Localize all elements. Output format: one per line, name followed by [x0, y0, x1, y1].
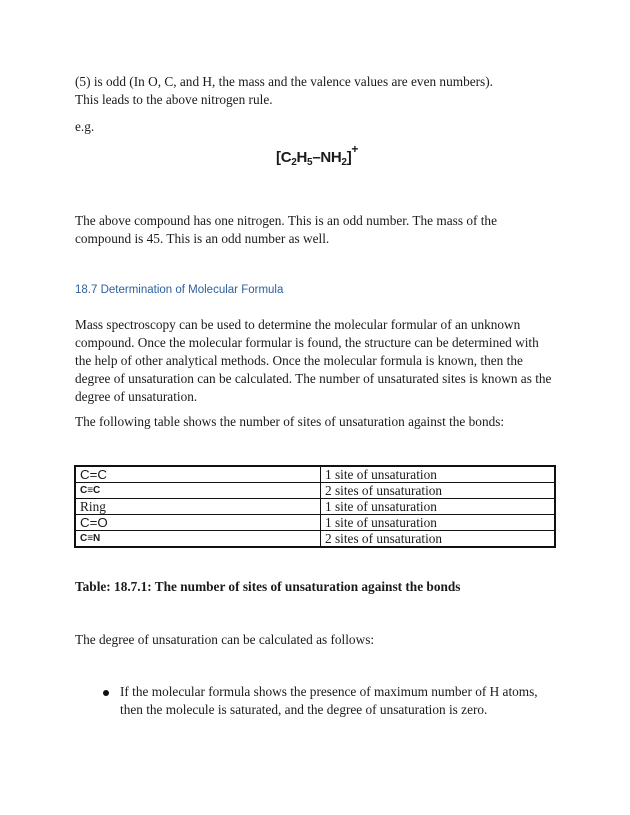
table-row	[75, 531, 555, 548]
formula-charge: +	[351, 142, 359, 156]
table-caption: Table: 18.7.1: The number of sites of unsaturation against the bonds	[75, 579, 461, 594]
formula-subscript: 5	[307, 157, 313, 168]
table-cell-bond: C≡C	[75, 483, 321, 499]
paragraph-line: This leads to the above nitrogen rule.	[75, 92, 273, 107]
table-cell-bond: C=O	[75, 515, 321, 531]
paragraph: The following table shows the number of sites of unsaturation against the bonds:	[75, 414, 505, 429]
chemical-formula	[276, 142, 359, 168]
formula-subscript: 2	[291, 157, 297, 168]
table-cell-sites: 2 sites of unsaturation	[321, 483, 556, 499]
list-item: If the molecular formula shows the presence of maximum number of H atoms, then the molecule is saturated, and the degree of unsaturation is zero.	[120, 684, 538, 717]
table-row	[75, 515, 555, 531]
paragraph: Mass spectroscopy can be used to determine the molecular formular of an unknown compound. Once the molecular formular is found, the structure can be determined with the help of other analytical methods. Once the molecular formula is known, then the degree of unsaturation can be calculated. The number of unsaturated sites is known as the degree of unsaturation.	[75, 317, 552, 404]
section-heading: 18.7 Determination of Molecular Formula	[75, 284, 284, 296]
paragraph-line: (5) is odd (In O, C, and H, the mass and the valence values are even numbers).	[75, 74, 493, 89]
table-row	[75, 483, 555, 499]
table-cell-bond: Ring	[75, 499, 321, 515]
table-row	[75, 466, 555, 483]
unsaturation-table	[74, 465, 556, 548]
table-cell-sites: 1 site of unsaturation	[321, 499, 556, 515]
formula-part: H	[296, 149, 308, 166]
paragraph: The above compound has one nitrogen. This is an odd number. The mass of the compound is 45. This is an odd number as well.	[75, 213, 497, 246]
formula-part: –NH	[312, 149, 342, 166]
example-label: e.g.	[75, 119, 95, 134]
table-row	[75, 499, 555, 515]
table-cell-sites: 1 site of unsaturation	[321, 515, 556, 531]
formula-part: ]	[346, 149, 352, 166]
table-cell-bond: C=C	[75, 466, 321, 483]
table-cell-sites: 2 sites of unsaturation	[321, 531, 556, 548]
formula-part: [C	[276, 149, 292, 166]
bullet-icon	[103, 690, 109, 696]
formula-subscript: 2	[341, 157, 347, 168]
table-cell-sites: 1 site of unsaturation	[321, 466, 556, 483]
paragraph: The degree of unsaturation can be calculated as follows:	[75, 632, 375, 647]
table-cell-bond: C≡N	[75, 531, 321, 548]
